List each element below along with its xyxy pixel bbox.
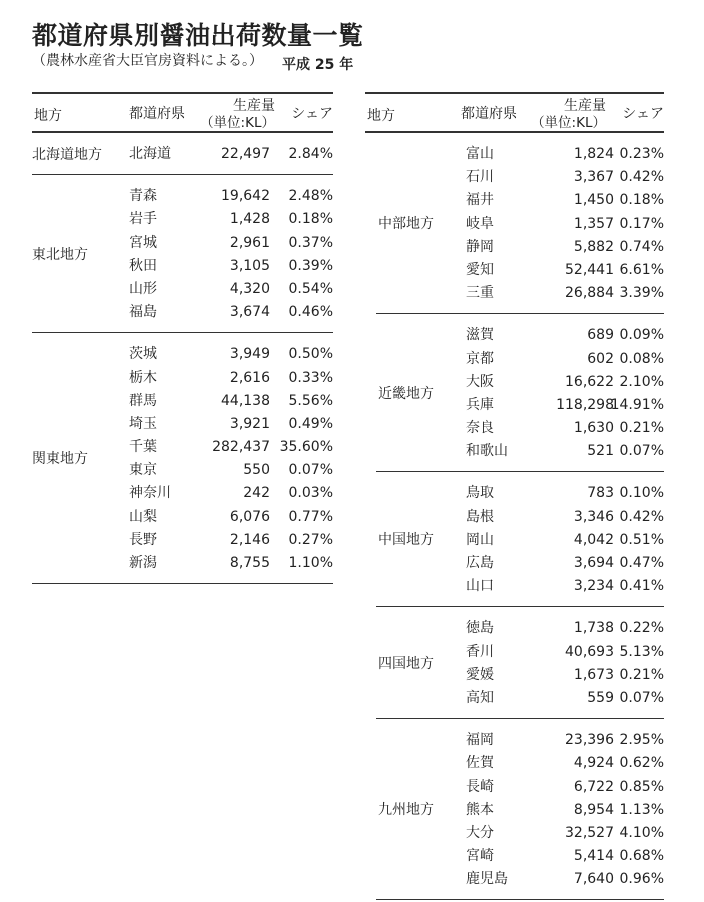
production-cell: 3,346 <box>573 508 614 525</box>
share-cell: 0.17% <box>619 215 664 232</box>
production-cell: 16,622 <box>565 373 614 390</box>
production-cell: 52,441 <box>565 261 614 278</box>
table-row <box>376 417 664 440</box>
production-cell: 521 <box>587 443 614 460</box>
prefecture-cell: 熊本 <box>466 801 494 818</box>
production-cell: 783 <box>587 485 614 502</box>
region-name: 近畿地方 <box>378 385 434 402</box>
share-cell: 2.84% <box>288 146 333 162</box>
header-share: シェア <box>291 106 333 122</box>
table-row <box>32 143 333 166</box>
prefecture-cell: 三重 <box>466 285 494 302</box>
region-block <box>376 472 664 607</box>
header-prefecture: 都道府県 <box>129 106 185 122</box>
share-cell: 0.07% <box>619 443 664 460</box>
share-cell: 5.56% <box>288 392 333 409</box>
production-cell: 559 <box>587 689 614 706</box>
region-name: 中国地方 <box>378 532 434 549</box>
table-row <box>376 752 664 775</box>
production-cell: 602 <box>587 350 614 367</box>
production-cell: 3,921 <box>229 415 270 432</box>
production-cell: 1,450 <box>573 192 614 209</box>
table-row <box>376 575 664 598</box>
prefecture-cell: 静岡 <box>466 238 494 255</box>
prefecture-cell: 青森 <box>129 188 157 205</box>
table-row <box>32 529 333 552</box>
production-cell: 3,694 <box>573 555 614 571</box>
prefecture-cell: 岩手 <box>129 211 157 228</box>
table-row <box>32 208 333 231</box>
table-row <box>376 822 664 845</box>
production-cell: 23,396 <box>565 732 614 749</box>
prefecture-cell: 佐賀 <box>466 755 494 772</box>
production-cell: 3,234 <box>573 578 614 595</box>
region-block <box>32 175 333 333</box>
header-unit: （単位:KL） <box>200 115 275 131</box>
prefecture-cell: 石川 <box>466 169 494 186</box>
production-cell: 4,042 <box>573 531 614 548</box>
share-cell: 0.46% <box>288 304 333 321</box>
table-row <box>376 552 664 575</box>
region-name: 東北地方 <box>32 246 88 263</box>
table-row <box>376 776 664 799</box>
table-row <box>376 868 664 891</box>
production-cell: 2,961 <box>229 234 270 251</box>
production-cell: 1,738 <box>573 620 614 637</box>
prefecture-cell: 岡山 <box>466 531 494 548</box>
share-cell: 0.03% <box>288 485 333 502</box>
production-cell: 4,320 <box>229 280 270 297</box>
header-region: 地方 <box>367 108 395 124</box>
table-row <box>32 278 333 301</box>
share-cell: 0.10% <box>619 485 664 502</box>
share-cell: 14.91% <box>610 396 664 413</box>
share-cell: 0.85% <box>619 778 664 795</box>
share-cell: 0.33% <box>288 369 333 386</box>
share-cell: 0.42% <box>619 169 664 186</box>
prefecture-cell: 長野 <box>129 531 157 548</box>
table-header <box>32 92 333 133</box>
production-cell: 242 <box>243 485 270 502</box>
table-row <box>376 799 664 822</box>
production-cell: 282,437 <box>212 439 270 456</box>
production-cell: 689 <box>587 327 614 344</box>
production-cell: 40,693 <box>565 643 614 660</box>
table-left <box>32 92 333 584</box>
prefecture-cell: 京都 <box>466 350 494 367</box>
share-cell: 0.96% <box>619 871 664 888</box>
region-name: 中部地方 <box>378 216 434 233</box>
production-cell: 5,882 <box>573 238 614 255</box>
production-cell: 4,924 <box>573 755 614 772</box>
table-row <box>32 482 333 505</box>
prefecture-cell: 兵庫 <box>466 396 494 413</box>
production-cell: 3,105 <box>229 257 270 274</box>
share-cell: 0.21% <box>619 666 664 683</box>
share-cell: 0.07% <box>619 689 664 706</box>
share-cell: 0.07% <box>288 462 333 479</box>
table-row <box>376 348 664 371</box>
source-note: （農林水産省大臣官房資料による。） <box>32 53 263 69</box>
prefecture-cell: 鹿児島 <box>466 871 508 888</box>
share-cell: 0.41% <box>619 578 664 595</box>
share-cell: 0.23% <box>619 146 664 162</box>
table-row <box>376 213 664 236</box>
prefecture-cell: 宮城 <box>129 234 157 251</box>
prefecture-cell: 秋田 <box>129 257 157 274</box>
header-production: 生産量 <box>233 98 275 114</box>
table-row <box>376 845 664 868</box>
share-cell: 6.61% <box>619 261 664 278</box>
production-cell: 3,367 <box>573 169 614 186</box>
prefecture-cell: 埼玉 <box>129 415 157 432</box>
table-row <box>376 617 664 640</box>
region-block <box>32 133 333 175</box>
prefecture-cell: 東京 <box>129 462 157 479</box>
share-cell: 0.08% <box>619 350 664 367</box>
table-row <box>376 282 664 305</box>
prefecture-cell: 福岡 <box>466 732 494 749</box>
prefecture-cell: 徳島 <box>466 620 494 637</box>
table-row <box>376 189 664 212</box>
table-row <box>32 343 333 366</box>
prefecture-cell: 宮崎 <box>466 848 494 865</box>
prefecture-cell: 香川 <box>466 643 494 660</box>
share-cell: 5.13% <box>619 643 664 660</box>
table-header <box>365 92 664 133</box>
production-cell: 6,722 <box>573 778 614 795</box>
share-cell: 0.51% <box>619 531 664 548</box>
table-row <box>32 436 333 459</box>
table-row <box>32 390 333 413</box>
production-cell: 1,428 <box>229 211 270 228</box>
prefecture-cell: 愛知 <box>466 261 494 278</box>
prefecture-cell: 和歌山 <box>466 443 508 460</box>
prefecture-cell: 北海道 <box>129 146 171 162</box>
share-cell: 0.39% <box>288 257 333 274</box>
share-cell: 1.13% <box>619 801 664 818</box>
prefecture-cell: 富山 <box>466 146 494 162</box>
prefecture-cell: 長崎 <box>466 778 494 795</box>
header-region: 地方 <box>34 108 62 124</box>
prefecture-cell: 広島 <box>466 555 494 571</box>
production-cell: 19,642 <box>221 188 270 205</box>
prefecture-cell: 千葉 <box>129 439 157 456</box>
prefecture-cell: 愛媛 <box>466 666 494 683</box>
prefecture-cell: 大分 <box>466 824 494 841</box>
share-cell: 1.10% <box>288 555 333 571</box>
table-row <box>32 506 333 529</box>
share-cell: 0.09% <box>619 327 664 344</box>
table-row <box>376 687 664 710</box>
region-block <box>32 333 333 584</box>
table-row <box>376 506 664 529</box>
share-cell: 35.60% <box>279 439 333 456</box>
share-cell: 0.74% <box>619 238 664 255</box>
table-row <box>32 459 333 482</box>
production-cell: 6,076 <box>229 508 270 525</box>
share-cell: 0.18% <box>288 211 333 228</box>
production-cell: 3,674 <box>229 304 270 321</box>
production-cell: 44,138 <box>221 392 270 409</box>
share-cell: 0.68% <box>619 848 664 865</box>
share-cell: 0.22% <box>619 620 664 637</box>
production-cell: 2,616 <box>229 369 270 386</box>
prefecture-cell: 新潟 <box>129 555 157 571</box>
production-cell: 5,414 <box>573 848 614 865</box>
table-row <box>32 301 333 324</box>
table-row <box>376 664 664 687</box>
table-row <box>32 367 333 390</box>
table-right <box>365 92 664 900</box>
share-cell: 2.48% <box>288 188 333 205</box>
production-cell: 26,884 <box>565 285 614 302</box>
header-share: シェア <box>622 106 664 122</box>
region-name: 北海道地方 <box>32 146 102 163</box>
table-row <box>376 440 664 463</box>
region-block <box>376 133 664 314</box>
production-cell: 118,298 <box>556 396 614 413</box>
production-cell: 550 <box>243 462 270 479</box>
table-row <box>376 482 664 505</box>
prefecture-cell: 島根 <box>466 508 494 525</box>
share-cell: 3.39% <box>619 285 664 302</box>
table-body <box>32 133 333 584</box>
production-cell: 22,497 <box>221 146 270 162</box>
region-name: 関東地方 <box>32 451 88 468</box>
production-cell: 7,640 <box>573 871 614 888</box>
region-block <box>376 314 664 472</box>
production-cell: 8,954 <box>573 801 614 818</box>
share-cell: 0.27% <box>288 531 333 548</box>
table-row <box>376 529 664 552</box>
table-row <box>32 185 333 208</box>
production-cell: 1,630 <box>573 420 614 437</box>
share-cell: 0.18% <box>619 192 664 209</box>
table-row <box>376 143 664 166</box>
share-cell: 2.10% <box>619 373 664 390</box>
header-production: 生産量 <box>564 98 606 114</box>
share-cell: 0.54% <box>288 280 333 297</box>
table-row <box>32 232 333 255</box>
table-body <box>365 133 664 900</box>
region-name: 四国地方 <box>378 655 434 672</box>
region-block <box>376 719 664 900</box>
production-cell: 1,673 <box>573 666 614 683</box>
table-row <box>376 371 664 394</box>
table-row <box>32 413 333 436</box>
prefecture-cell: 高知 <box>466 689 494 706</box>
prefecture-cell: 群馬 <box>129 392 157 409</box>
share-cell: 0.50% <box>288 346 333 363</box>
prefecture-cell: 茨城 <box>129 346 157 363</box>
share-cell: 0.21% <box>619 420 664 437</box>
production-cell: 1,357 <box>573 215 614 232</box>
share-cell: 0.62% <box>619 755 664 772</box>
table-row <box>376 324 664 347</box>
prefecture-cell: 山形 <box>129 280 157 297</box>
table-row <box>376 166 664 189</box>
header-prefecture: 都道府県 <box>461 106 517 122</box>
region-block <box>376 607 664 719</box>
prefecture-cell: 大阪 <box>466 373 494 390</box>
prefecture-cell: 奈良 <box>466 420 494 437</box>
prefecture-cell: 神奈川 <box>129 485 171 502</box>
production-cell: 3,949 <box>229 346 270 363</box>
prefecture-cell: 滋賀 <box>466 327 494 344</box>
prefecture-cell: 山梨 <box>129 508 157 525</box>
table-row <box>376 729 664 752</box>
share-cell: 4.10% <box>619 824 664 841</box>
production-cell: 32,527 <box>565 824 614 841</box>
prefecture-cell: 福井 <box>466 192 494 209</box>
year-label: 平成 25 年 <box>282 57 354 73</box>
prefecture-cell: 福島 <box>129 304 157 321</box>
table-row <box>376 236 664 259</box>
share-cell: 0.49% <box>288 415 333 432</box>
production-cell: 1,824 <box>573 146 614 162</box>
table-row <box>376 394 664 417</box>
share-cell: 2.95% <box>619 732 664 749</box>
page-title: 都道府県別醤油出荷数量一覧 <box>32 21 364 50</box>
share-cell: 0.42% <box>619 508 664 525</box>
production-cell: 8,755 <box>229 555 270 571</box>
share-cell: 0.37% <box>288 234 333 251</box>
prefecture-cell: 山口 <box>466 578 494 595</box>
prefecture-cell: 栃木 <box>129 369 157 386</box>
share-cell: 0.77% <box>288 508 333 525</box>
prefecture-cell: 岐阜 <box>466 215 494 232</box>
region-name: 九州地方 <box>378 802 434 819</box>
prefecture-cell: 鳥取 <box>466 485 494 502</box>
header-unit: （単位:KL） <box>531 115 606 131</box>
production-cell: 2,146 <box>229 531 270 548</box>
table-row <box>32 255 333 278</box>
share-cell: 0.47% <box>619 555 664 571</box>
table-row <box>376 259 664 282</box>
table-row <box>32 552 333 575</box>
table-row <box>376 641 664 664</box>
